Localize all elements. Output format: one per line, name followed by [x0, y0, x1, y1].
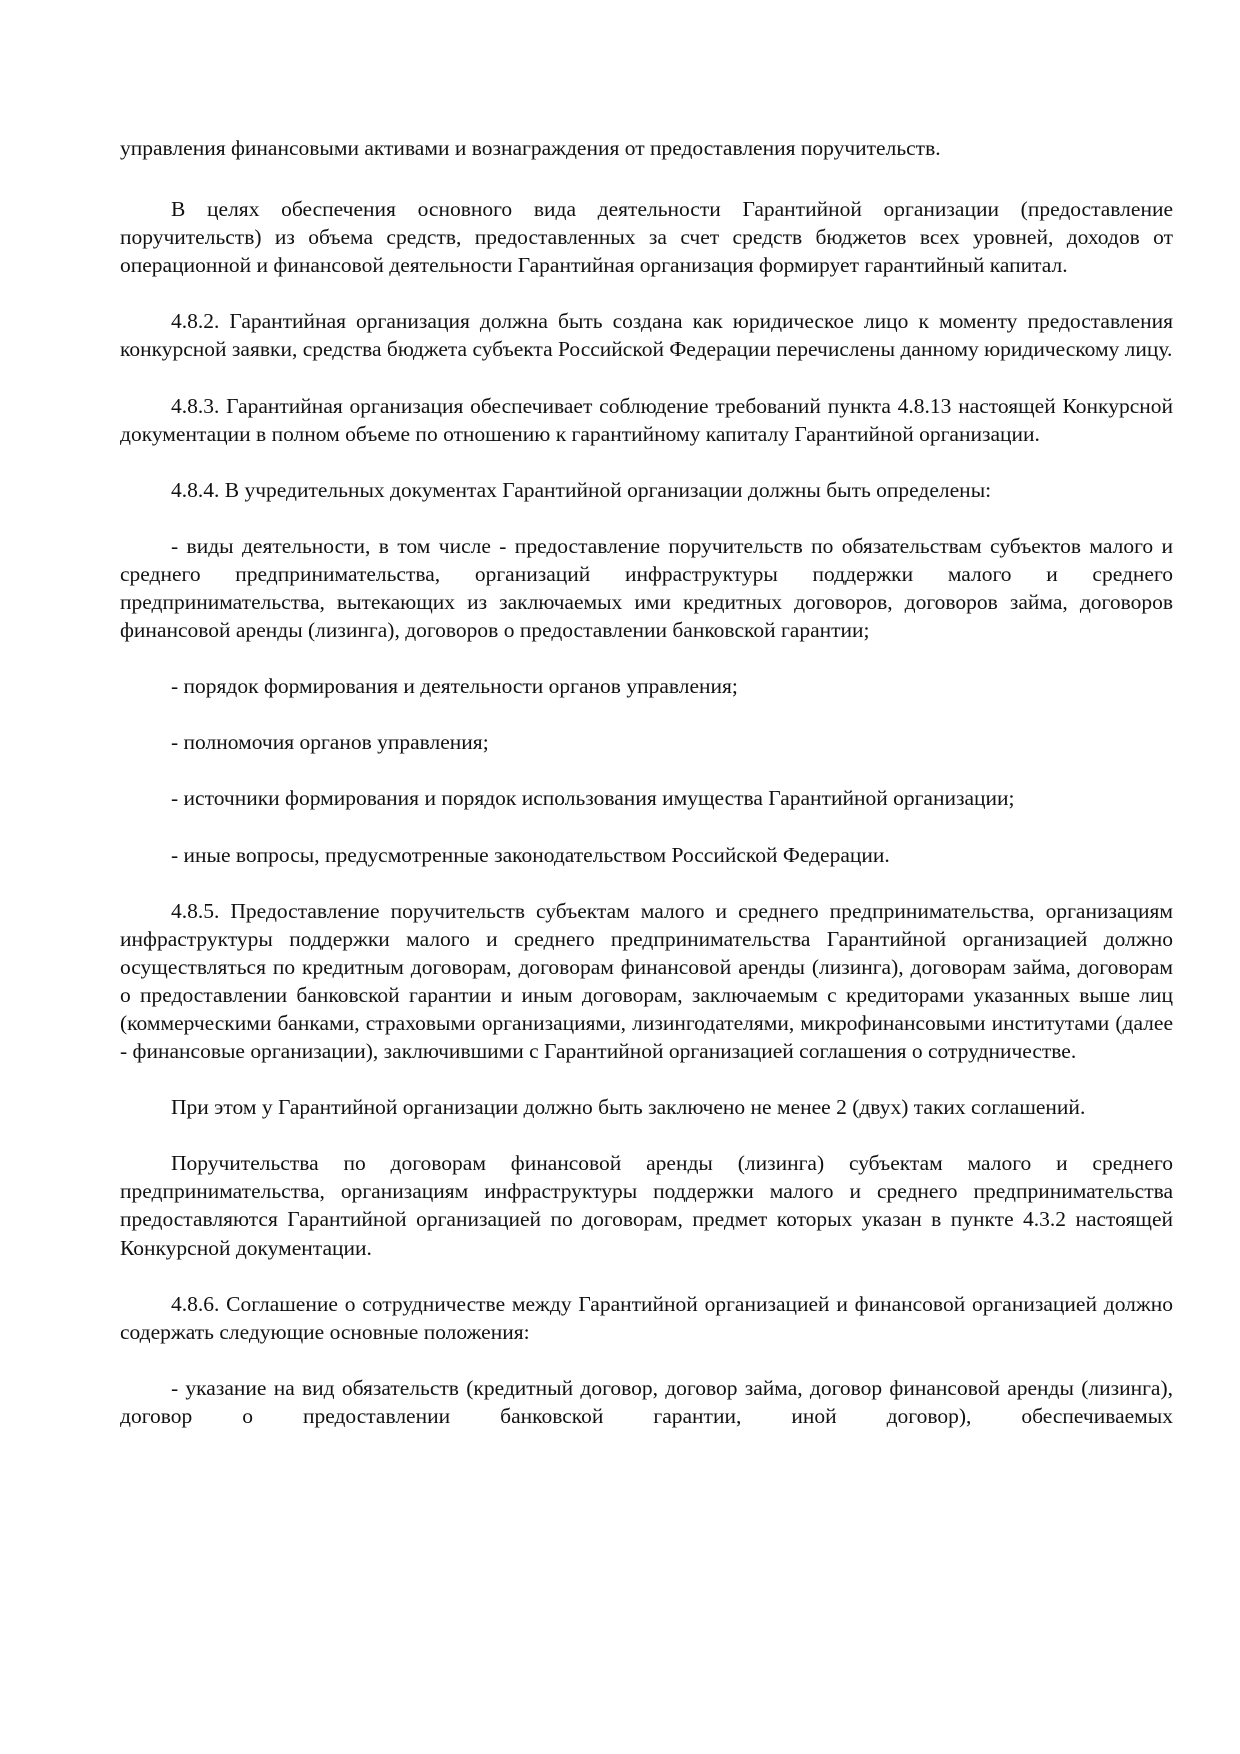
paragraph: управления финансовыми активами и вознаграждения от предоставления поручительств. — [120, 136, 941, 160]
list-item: - виды деятельности, в том числе - предоставление поручительств по обязательствам субъектов малого и среднего предпринимательства, организаций инфраструктуры поддержки малого и среднего предпринимательства, вытекающих из заключаемых ими кредитных договоров, договоров займа, договоров финансовой аренды (лизинга), договоров о предоставлении банковской гарантии; — [120, 533, 1173, 643]
paragraph: 4.8.2. Гарантийная организация должна быть создана как юридическое лицо к моменту предоставления конкурсной заявки, средства бюджета субъекта Российской Федерации перечислены данному юридическому лицу. — [120, 309, 1173, 362]
document-page — [120, 134, 1173, 1458]
paragraph: 4.8.3. Гарантийная организация обеспечивает соблюдение требований пункта 4.8.13 настоящей Конкурсной документации в полном объеме по отношению к гарантийному капиталу Гарантийной организации. — [120, 393, 1173, 446]
list-item: - источники формирования и порядок использования имущества Гарантийной организации; — [171, 786, 1015, 811]
list-item: - полномочия органов управления; — [171, 730, 489, 755]
list-item: - порядок формирования и деятельности органов управления; — [171, 674, 738, 699]
paragraph: 4.8.5. Предоставление поручительств субъектам малого и среднего предпринимательства, организациям инфраструктуры поддержки малого и среднего предпринимательства Гарантийной организацией должно осуществляться по кредитным договорам, договорам финансовой аренды (лизинга), договорам займа, договорам о предоставлении банковской гарантии и иным договорам, заключаемым с кредиторами указанных выше лиц (коммерческими банками, страховыми организациями, лизингодателями, микрофинансовыми институтами (далее - финансовые организации), заключившими с Гарантийной организацией соглашения о сотрудничестве. — [120, 898, 1173, 1064]
paragraph: В целях обеспечения основного вида деятельности Гарантийной организации (предоставление поручительств) из объема средств, предоставленных за счет средств бюджетов всех уровней, доходов от операционной и финансовой деятельности Гарантийная организация формирует гарантийный капитал. — [120, 197, 1173, 278]
paragraph: 4.8.4. В учредительных документах Гарантийной организации должны быть определены: — [171, 477, 992, 502]
list-item: - указание на вид обязательств (кредитный договор, договор займа, договор финансовой аренды (лизинга), договор о предоставлении банковской гарантии, иной договор), обеспечиваемых — [120, 1375, 1173, 1428]
list-item: - иные вопросы, предусмотренные законодательством Российской Федерации. — [171, 842, 890, 867]
paragraph: При этом у Гарантийной организации должно быть заключено не менее 2 (двух) таких соглашений. — [171, 1095, 1086, 1120]
paragraph: 4.8.6. Соглашение о сотрудничестве между Гарантийной организацией и финансовой организацией должно содержать следующие основные положения: — [120, 1291, 1173, 1344]
paragraph: Поручительства по договорам финансовой аренды (лизинга) субъектам малого и среднего предпринимательства, организациям инфраструктуры поддержки малого и среднего предпринимательства предоставляются Гарантийной организацией по договорам, предмет которых указан в пункте 4.3.2 настоящей Конкурсной документации. — [120, 1151, 1173, 1260]
